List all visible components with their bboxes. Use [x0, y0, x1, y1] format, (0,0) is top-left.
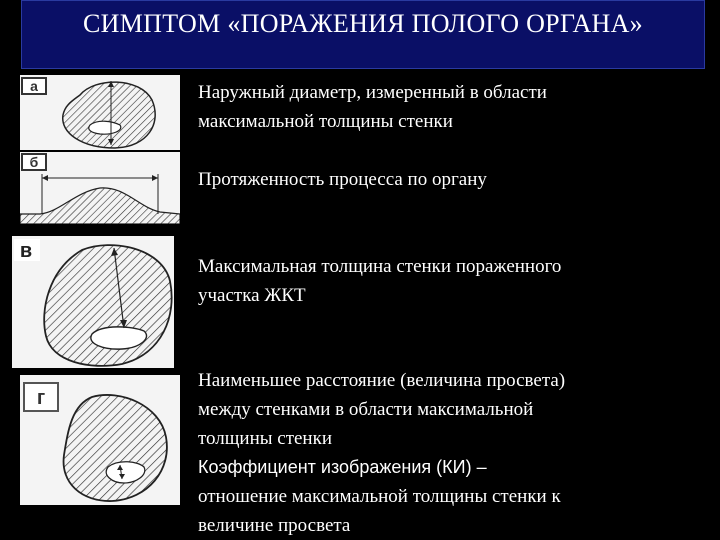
description-v [198, 252, 698, 310]
description-a-line2: максимальной толщины стенки [198, 111, 453, 132]
description-v-line2: участка ЖКТ [198, 285, 306, 306]
description-g-line1: Наименьшее расстояние (величина просвета) [198, 370, 566, 391]
title-bar [21, 0, 705, 69]
diagram-panel-a [20, 75, 180, 150]
description-a-line1: Наружный диаметр, измеренный в области [198, 82, 547, 103]
description-g-line3: толщины стенки [198, 428, 333, 449]
description-v-line1: Максимальная толщина стенки пораженного [198, 256, 562, 277]
panel-label-b: б [29, 154, 39, 170]
panel-label-g: г [36, 387, 46, 409]
diagram-panel-v [12, 236, 174, 368]
description-a [198, 78, 698, 136]
description-g-line2: между стенками в области максимальной [198, 399, 534, 420]
panel-label-a: а [30, 78, 38, 94]
description-ki-line3: величине просвета [198, 515, 351, 536]
diagram-panel-b [20, 152, 180, 224]
description-g [198, 366, 698, 540]
description-b-line1: Протяженность процесса по органу [198, 169, 487, 190]
description-b [198, 165, 698, 194]
diagram-panel-g [20, 375, 180, 505]
page-title: СИМПТОМ «ПОРАЖЕНИЯ ПОЛОГО ОРГАНА» [83, 9, 643, 38]
description-ki-line1: Коэффициент изображения (КИ) – [198, 457, 487, 477]
panel-label-v: в [19, 240, 33, 262]
description-ki-line2: отношение максимальной толщины стенки к [198, 486, 561, 507]
